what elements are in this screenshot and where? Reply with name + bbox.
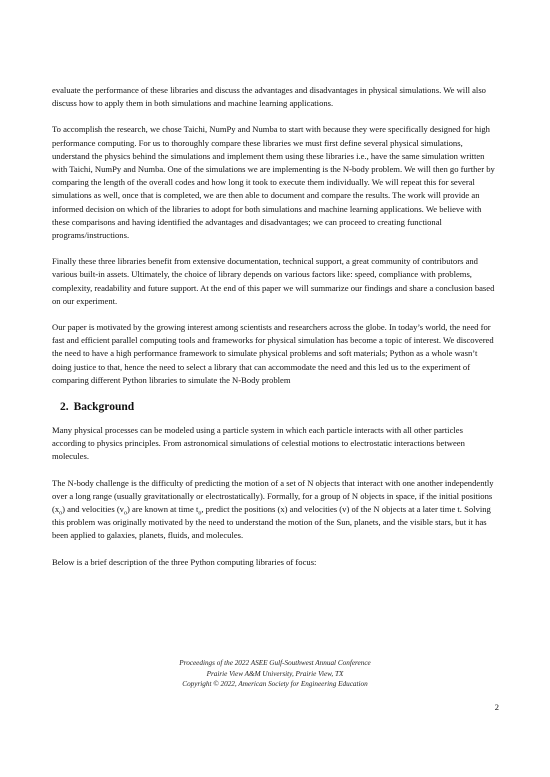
- n-body-text-part-4: , predict the positions (x) and velocities (v) of the N objects at a later time t. Solving this problem was originally motivated by the need to understand the motion of the Sun, planets, and the visible stars, but it has been applied to galaxies, planets, fluids, and molecules.: [52, 504, 491, 541]
- paragraph-libraries-benefits: Finally these three libraries benefit from extensive documentation, technical support, a great community of contributors and various built-in assets. Ultimately, the choice of library depends on various factors like: speed, compliance with problems, complexity, readability and future support. At the end of this paper we will summarize our findings and share a conclusion based on our experiment.: [52, 256, 495, 306]
- body-text: [52, 84, 498, 582]
- paragraph-particle-systems: Many physical processes can be modeled using a particle system in which each particle interacts with all other particles according to physics principles. From astronomical simulations of celestial motions to electrostatic interactions between molecules.: [52, 425, 465, 462]
- paragraph-motivation: Our paper is motivated by the growing interest among scientists and researchers across the globe. In today’s world, the need for fast and efficient parallel computing tools and frameworks for physical simulation has become a topic of interest. We discovered the need to have a high performance framework to simulate physical problems and soft materials; Python as a whole wasn’t doing justice to that, hence the need to select a library that can accommodate the need and this led us to the experiment of comparing different Python libraries to simulate the N-Body problem: [52, 322, 494, 385]
- footer-conference: Proceedings of the 2022 ASEE Gulf-Southwest Annual Conference: [179, 659, 371, 667]
- page-number: 2: [494, 702, 499, 712]
- n-body-text-part-2: ) and velocities (v: [62, 504, 124, 515]
- paragraph-intro-end: evaluate the performance of these libraries and discuss the advantages and disadvantages in physical simulations. We will also discuss how to apply them in both simulations and machine learning applications.: [52, 85, 486, 109]
- subscript-o: o: [123, 510, 127, 517]
- subscript-o: o: [59, 510, 63, 517]
- section-heading-background: [60, 400, 498, 414]
- section-title: Background: [73, 401, 135, 414]
- section-number: 2.: [60, 401, 69, 414]
- page-footer: [0, 658, 550, 690]
- paragraph-library-intro: Below is a brief description of the three Python computing libraries of focus:: [52, 556, 317, 567]
- paragraph-n-body-definition: [52, 477, 498, 543]
- footer-copyright: Copyright © 2022, American Society for Engineering Education: [182, 680, 368, 689]
- n-body-text-part-3: ) are known at time t: [126, 504, 199, 515]
- footer-location: Prairie View A&M University, Prairie View, TX: [206, 669, 344, 678]
- subscript-o: o: [198, 510, 202, 517]
- paragraph-research-approach: To accomplish the research, we chose Taichi, NumPy and Numba to start with because they were specifically designed for high performance computing. For us to thoroughly compare these libraries we must first define several physical simulations, understand the physics behind the simulations and implement them using these libraries i.e., have the same simulation written with Taichi, NumPy and Numba. One of the simulations we are implementing is the N-body problem. We will then go further by comparing the length of the overall codes and how long it took to execute them individually. We will repeat this for several simulations as well, once that is completed, we are then able to document and compare the results. The work will provide an informed decision on which of the libraries to adopt for both simulations and machine learning applications. We believe with these comparisons and having identified the advantages and disadvantages; we can proceed to creating functional programs/instructions.: [52, 124, 495, 241]
- n-body-text-part-1: The N-body challenge is the difficulty of predicting the motion of a set of N objects that interact with one another independently over a long range (usually gravitationally or electrostatically). Formally, for a group of N objects in space, if the initial positions (x: [52, 477, 494, 515]
